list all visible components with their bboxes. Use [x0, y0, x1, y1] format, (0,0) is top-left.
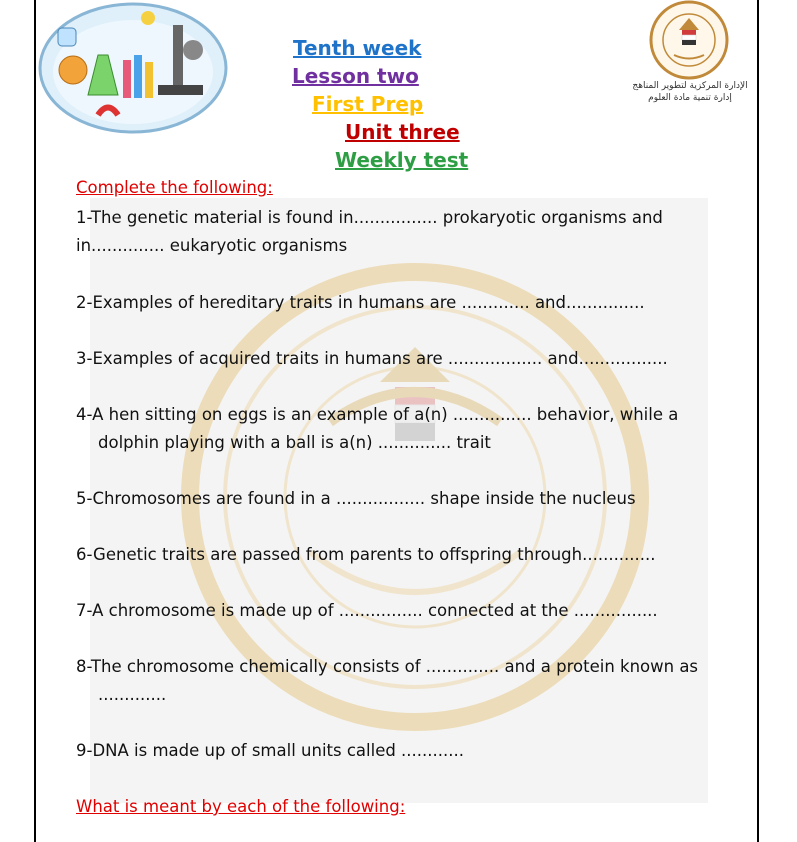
ministry-seal-caption [615, 80, 765, 104]
question-8 [76, 653, 716, 709]
question-1-line2: in.............. eukaryotic organisms [76, 236, 348, 255]
question-6-line1: 6-Genetic traits are passed from parents to offspring through.............. [76, 545, 656, 564]
question-4 [76, 401, 716, 457]
seal-caption-line2: إدارة تنمية مادة العلوم [648, 93, 732, 103]
right-margin-line [757, 0, 759, 842]
question-3 [76, 345, 716, 373]
question-2 [76, 289, 716, 317]
question-5-line1: 5-Chromosomes are found in a ................. shape inside the nucleus [76, 489, 636, 508]
question-8-line2: ............. [98, 685, 167, 704]
seal-caption-line1: الإدارة المركزية لتطوير المناهج [632, 81, 748, 91]
week-title: Tenth week [293, 36, 422, 60]
unit-title: Unit three [345, 120, 460, 144]
ministry-seal [622, 0, 757, 80]
question-4-line2: dolphin playing with a ball is a(n) .............. trait [98, 433, 491, 452]
question-2-line1: 2-Examples of hereditary traits in humans are ............. and............... [76, 293, 645, 312]
left-margin-line [34, 0, 36, 842]
grade-title: First Prep [312, 92, 424, 116]
question-7-line1: 7-A chromosome is made up of ................ connected at the ................ [76, 601, 658, 620]
question-8-line1: 8-The chromosome chemically consists of .............. and a protein known as [76, 657, 699, 676]
question-4-line1: 4-A hen sitting on eggs is an example of a(n) ............... behavior, while a [76, 405, 679, 424]
question-1 [76, 204, 716, 260]
science-lab-logo [38, 0, 228, 136]
question-9 [76, 737, 716, 765]
question-7 [76, 597, 716, 625]
test-title: Weekly test [335, 148, 469, 172]
question-3-line1: 3-Examples of acquired traits in humans are .................. and................. [76, 349, 668, 368]
meaning-instruction: What is meant by each of the following: [76, 797, 406, 816]
lesson-title: Lesson two [292, 64, 419, 88]
complete-instruction: Complete the following: [76, 178, 273, 197]
question-5 [76, 485, 716, 513]
question-6 [76, 541, 716, 569]
question-1-line1: 1-The genetic material is found in................ prokaryotic organisms and [76, 208, 663, 227]
question-9-line1: 9-DNA is made up of small units called ............ [76, 741, 464, 760]
